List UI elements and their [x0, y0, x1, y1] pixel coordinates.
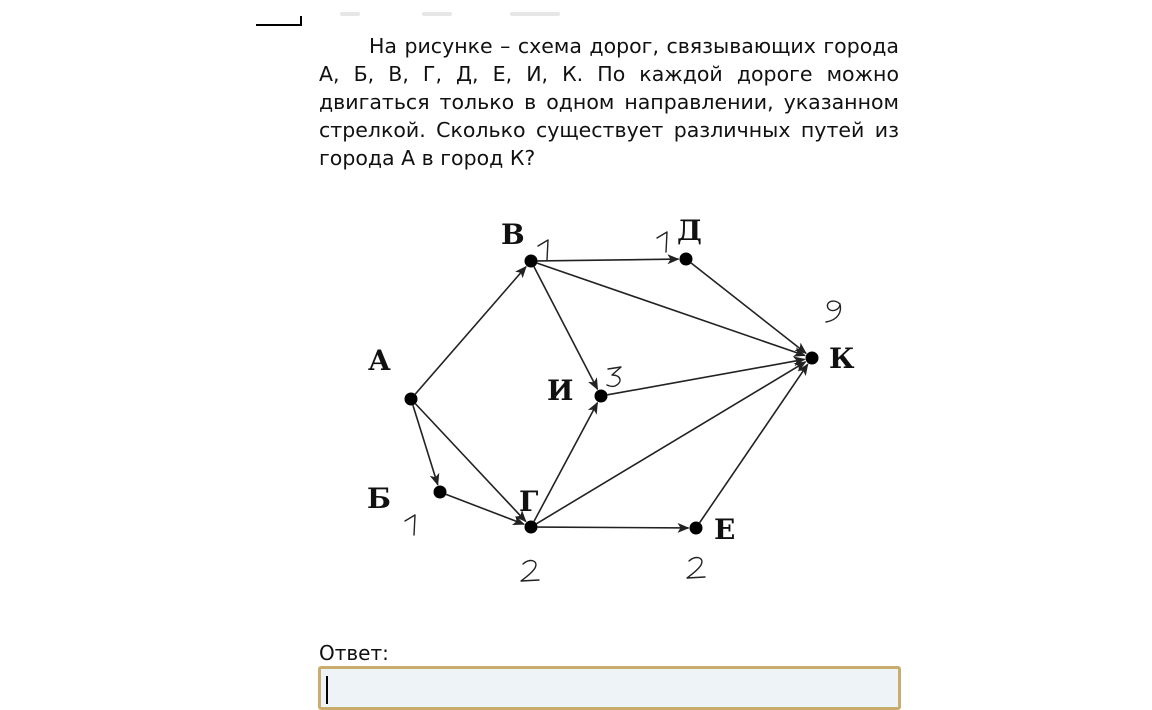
road-A-V	[415, 267, 526, 394]
city-label-E: Е	[714, 513, 736, 546]
road-E-K	[700, 364, 808, 522]
road-A-B	[413, 405, 438, 485]
handwritten-count-G	[521, 561, 539, 581]
road-V-K	[537, 263, 805, 355]
city-node-D	[680, 253, 693, 266]
road-V-I	[534, 267, 598, 390]
road-B-G	[446, 494, 524, 524]
city-label-V: В	[501, 218, 525, 251]
road-D-K	[691, 263, 806, 353]
answer-label: Ответ:	[319, 641, 389, 665]
handwritten-count-D	[657, 232, 667, 252]
city-label-I: И	[547, 374, 574, 407]
city-node-K	[806, 352, 819, 365]
road-V-D	[537, 259, 678, 261]
city-label-B: Б	[367, 482, 391, 515]
road-G-E	[537, 527, 688, 528]
road-I-K	[607, 359, 804, 395]
city-node-B	[434, 486, 447, 499]
handwritten-count-E	[687, 558, 705, 578]
handwritten-count-I	[607, 367, 621, 386]
city-node-E	[690, 522, 703, 535]
city-node-A	[405, 393, 418, 406]
handwritten-count-B	[405, 515, 415, 535]
road-G-I	[534, 403, 597, 522]
handwritten-count-V	[538, 240, 548, 260]
city-label-K: К	[829, 342, 855, 375]
city-label-A: А	[368, 344, 391, 377]
text-caret	[326, 676, 328, 704]
city-node-G	[525, 521, 538, 534]
city-label-D: Д	[677, 214, 702, 247]
city-node-I	[595, 390, 608, 403]
handwritten-count-K	[826, 301, 840, 322]
city-node-V	[525, 255, 538, 268]
answer-input[interactable]	[318, 666, 901, 710]
task-text: На рисунке – схема дорог, связывающих города А, Б, В, Г, Д, Е, И, К. По каждой дороге можно двигаться только в одном направлении, указанном стрелкой. Сколько существует различных путей из города А в город К?	[319, 34, 899, 170]
city-label-G: Г	[519, 485, 539, 518]
